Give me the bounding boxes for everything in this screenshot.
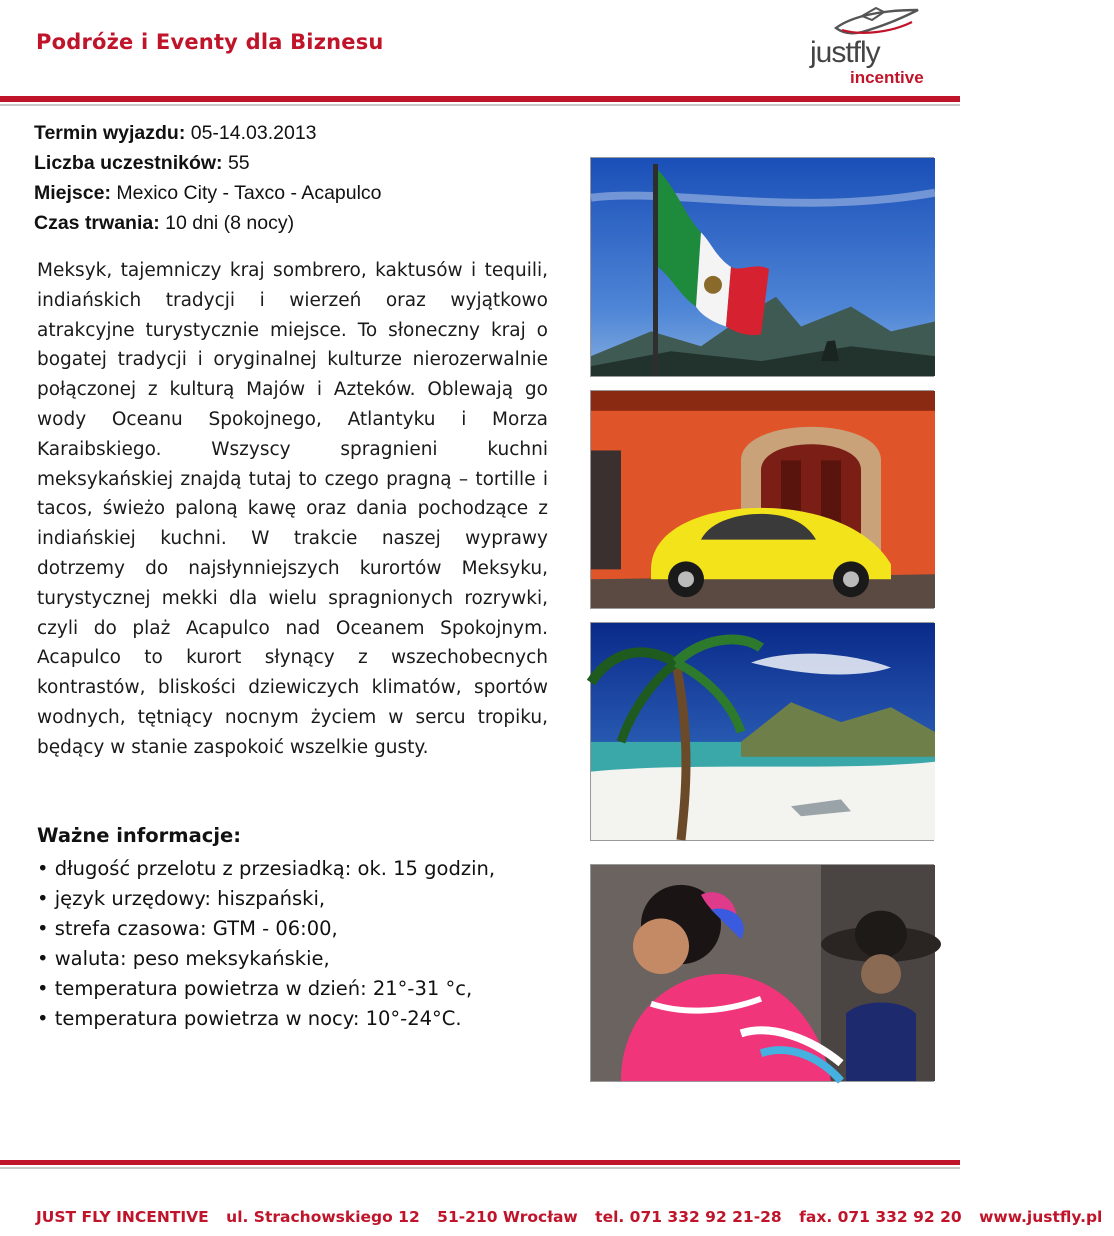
photo-folk-dancer [590, 864, 934, 1082]
justfly-logo [810, 6, 930, 88]
footer-phone: tel. 071 332 92 21-28 [595, 1208, 782, 1226]
plane-icon [832, 6, 922, 40]
photo-beach-palm [590, 622, 934, 841]
photo-yellow-beetle [590, 390, 934, 609]
info-list [37, 854, 495, 1034]
header-rule-shadow [0, 104, 960, 106]
list-item: • temperatura powietrza w nocy: 10°-24°C. [37, 1004, 495, 1034]
footer-rule-shadow [0, 1167, 960, 1169]
trip-description: Meksyk, tajemniczy kraj sombrero, kaktusów i tequili, indiańskich tradycji i wierzeń oraz wyjątkowo atrakcyjne turystycznie miejsce. To słoneczny kraj o bogatej tradycji i oryginalnej kulturze nierozerwalnie połączonej z kulturą Majów i Azteków. Oblewają go wody Oceanu Spokojnego, Atlantyku i Morza Karaibskiego. Wszyscy spragnieni kuchni meksykańskiej znajdą tutaj to czego pragną – tortille i tacos, świeżo paloną kawę oraz dania pochodzące z indiańskiej kuchni. W trakcie naszej wyprawy dotrzemy do najsłynniejszych kurortów Meksyku, turystycznej mekki dla wielu spragnionych rozrywki, czyli do plaż Acapulco nad Oceanem Spokojnym. Acapulco to kurort słynący z wszechobecnych kontrastów, bliskości dziewiczych klimatów, sportów wodnych, tętniący nocnym życiem w sercu tropiku, będący w stanie zaspokoić wszelkie gusty. [37, 260, 548, 758]
list-item: • strefa czasowa: GTM - 06:00, [37, 914, 495, 944]
info-title: Ważne informacje: [37, 824, 242, 847]
meta-date: Termin wyjazdu: 05-14.03.2013 [34, 122, 317, 144]
footer-street: ul. Strachowskiego 12 [226, 1208, 420, 1226]
meta-participants: Liczba uczestników: 55 [34, 152, 250, 174]
list-item: • długość przelotu z przesiadką: ok. 15 godzin, [37, 854, 495, 884]
trip-meta [34, 118, 382, 238]
footer-contact [36, 1208, 1103, 1226]
footer-rule [0, 1160, 960, 1165]
footer-website-link[interactable]: www.justfly.pl [979, 1208, 1103, 1226]
footer-city: 51-210 Wrocław [437, 1208, 578, 1226]
footer-company: JUST FLY INCENTIVE [36, 1208, 209, 1226]
meta-duration: Czas trwania: 10 dni (8 nocy) [34, 212, 295, 234]
meta-place: Miejsce: Mexico City - Taxco - Acapulco [34, 182, 382, 204]
logo-wordmark: justfly [810, 36, 880, 69]
list-item: • język urzędowy: hiszpański, [37, 884, 495, 914]
header-rule [0, 96, 960, 102]
photo-mexican-flag [590, 157, 934, 377]
list-item: • waluta: peso meksykańskie, [37, 944, 495, 974]
brand-tagline: Podróże i Eventy dla Biznesu [36, 30, 384, 54]
logo-subtitle: incentive [850, 68, 924, 87]
footer-fax: fax. 071 332 92 20 [799, 1208, 962, 1226]
list-item: • temperatura powietrza w dzień: 21°-31 °c, [37, 974, 495, 1004]
